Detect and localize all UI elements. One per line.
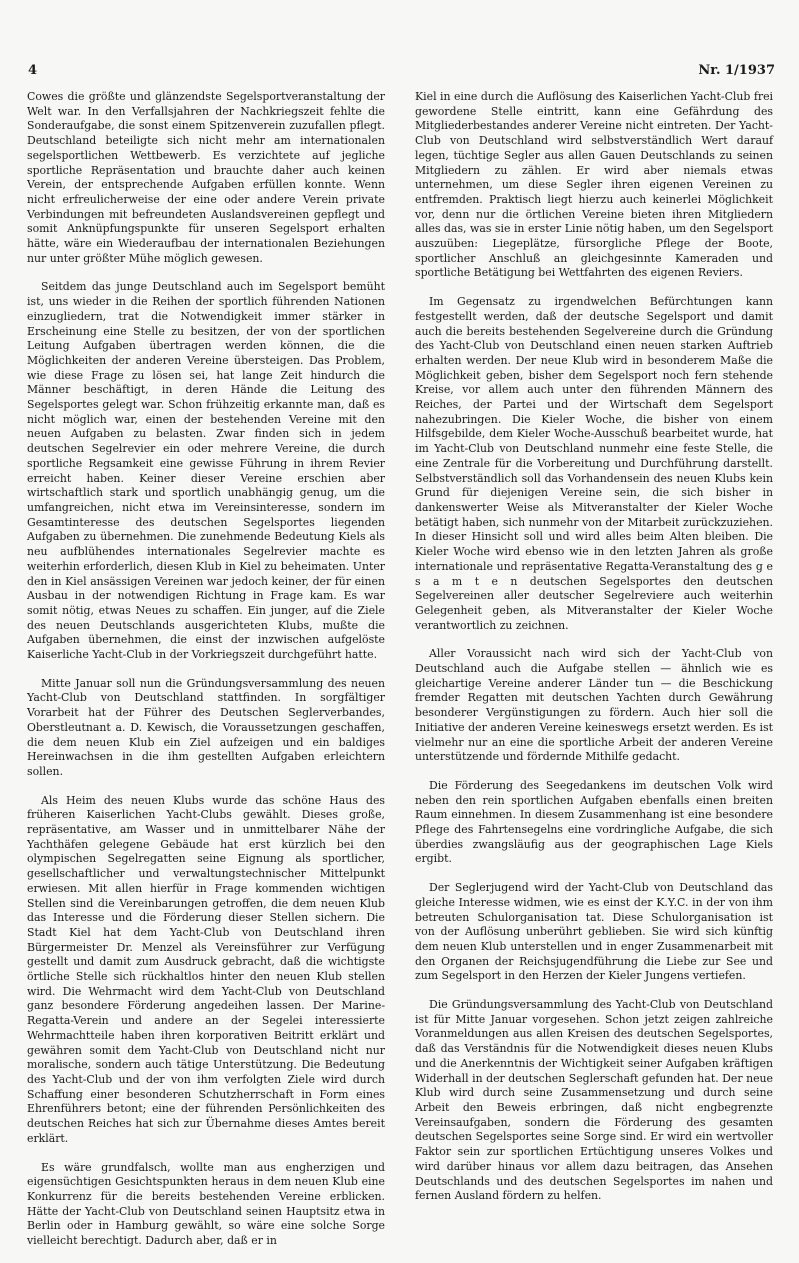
paragraph: Im Gegensatz zu irgendwelchen Befürchtungen kann festgestellt werden, daß der deutsche Segelsport und damit auch die bereits bestehenden Segelvereine durch die Gründung des Yacht-Club von Deutschland einen neuen starken Auftrieb erhalten werden. Der neue Klub wird in besonderem Maße die Möglichkeit geben, bisher dem Segelsport noch fern stehende Kreise, vor allem auch unter den führenden Männern des Reiches, der Partei und der Wirtschaft dem Segelsport nahezubringen. Die Kieler Woche, die bisher von einem Hilfsgebilde, dem Kieler Woche-Ausschuß bearbeitet wurde, hat im Yacht-Club von Deutschland nunmehr eine feste Stelle, die eine Zentrale für die Vorbereitung und Durchführung darstellt. Selbstverständlich soll das Vorhandensein des neuen Klubs kein Grund für diejenigen Vereine sein, die sich bisher in dankenswerter Weise als Mitveranstalter der Kieler Woche betätigt haben, sich nunmehr von der Mitarbeit zurückzuziehen. In dieser Hinsicht soll und wird alles beim Alten bleiben. Die Kieler Woche wird ebenso wie in den letzten Jahren als große internationale und repräsentative Regatta-Veranstaltung des g e s a m t e n deutschen Segelsportes den deutschen Segelvereinen aller deutscher Segelreviere auch weiterhin Gelegenheit geben, als Mitveranstalter der Kieler Woche verantwortlich zu zeichnen. xyxy=(415,295,773,632)
right-column xyxy=(415,90,773,1218)
page-number: 4 xyxy=(28,63,38,78)
paragraph: Die Gründungsversammlung des Yacht-Club von Deutschland ist für Mitte Januar vorgesehen. Schon jetzt zeigen zahlreiche Voranmeldungen aus allen Kreisen des deutschen Segelsportes, daß das Verständnis für die Notwendigkeit dieses neuen Klubs und die Anerkenntnis der Wichtigkeit seiner Aufgaben kräftigen Widerhall in der deutschen Seglerschaft gefunden hat. Der neue Klub wird durch seine Zusammensetzung und durch seine Arbeit den Beweis erbringen, daß nicht engbegrenzte Vereinsaufgaben, sondern die Förderung des gesamten deutschen Segelsportes seine Sorge sind. Er wird ein wertvoller Faktor sein zur sportlichen Ertüchtigung unseres Volkes und wird darüber hinaus vor allem dazu beitragen, das Ansehen Deutschlands und des deutschen Segelsportes im nahen und fernen Ausland fördern zu helfen. xyxy=(415,998,773,1203)
paragraph: Die Förderung des Seegedankens im deutschen Volk wird neben den rein sportlichen Aufgaben ebenfalls einen breiten Raum einnehmen. In diesem Zusammenhang ist eine besondere Pflege des Fahrtensegelns eine vordringliche Aufgabe, die sich überdies zwangsläufig aus der geographischen Lage Kiels ergibt. xyxy=(415,778,773,866)
paragraph: Kiel in eine durch die Auflösung des Kaiserlichen Yacht-Club frei gewordene Stelle eintritt, kann eine Gefährdung des Mitgliederbestandes anderer Vereine nicht eintreten. Der Yacht-Club von Deutschland wird selbstverständlich Wert darauf legen, tüchtige Segler aus allen Gauen Deutschlands zu seinen Mitgliedern zu zählen. Er wird aber niemals etwas unternehmen, um diese Segler ihren eigenen Vereinen zu entfremden. Praktisch liegt hierzu auch keinerlei Möglichkeit vor, denn nur die örtlichen Vereine bieten ihren Mitgliedern alles das, was sie in erster Linie nötig haben, um den Segelsport auszuüben: Liegeplätze, fürsorgliche Pflege der Boote, sportlicher Anschluß an gleichgesinnte Kameraden und sportliche Betätigung bei Wettfahrten des eigenen Reviers. xyxy=(415,90,773,280)
paragraph: Es wäre grundfalsch, wollte man aus engherzigen und eigensüchtigen Gesichtspunkten heraus in dem neuen Klub eine Konkurrenz für die bereits bestehenden Vereine erblicken. Hätte der Yacht-Club von Deutschland seinen Hauptsitz etwa in Berlin oder in Hamburg gewählt, so wäre eine solche Sorge vielleicht berechtigt. Dadurch aber, daß er in xyxy=(27,1160,385,1248)
paragraph: Als Heim des neuen Klubs wurde das schöne Haus des früheren Kaiserlichen Yacht-Clubs gewählt. Dieses große, repräsentative, am Wasser und in unmittelbarer Nähe der Yachthäfen gelegene Gebäude hat erst kürzlich bei den olympischen Segelregatten seine Eignung als sportlicher, gesellschaftlicher und verwaltungstechnischer Mittelpunkt erwiesen. Mit allen hierfür in Frage kommenden wichtigen Stellen sind die Vereinbarungen getroffen, die dem neuen Klub das Interesse und die Förderung dieser Stellen sichern. Die Stadt Kiel hat dem Yacht-Club von Deutschland ihren Bürgermeister Dr. Menzel als Vereinsführer zur Verfügung gestellt und damit zum Ausdruck gebracht, daß die wichtigste örtliche Stelle sich rückhaltlos hinter den neuen Klub stellen wird. Die Wehrmacht wird dem Yacht-Club von Deutschland ganz besondere Förderung angedeihen lassen. Der Marine-Regatta-Verein und andere an der Segelei interessierte Wehrmachtteile haben ihren korporativen Beitritt erklärt und gewähren somit dem Yacht-Club von Deutschland nicht nur moralische, sondern auch tätige Unterstützung. Die Bedeutung des Yacht-Club und der von ihm verfolgten Ziele wird durch Schaffung einer besonderen Schutzherrschaft in Form eines Ehrenführers betont; eine der führenden Persönlichkeiten des deutschen Reiches hat sich zur Übernahme dieses Amtes bereit erklärt. xyxy=(27,793,385,1145)
left-column xyxy=(27,90,385,1263)
paragraph: Mitte Januar soll nun die Gründungsversammlung des neuen Yacht-Club von Deutschland stattfinden. In sorgfältiger Vorarbeit hat der Führer des Deutschen Seglerverbandes, Oberstleutnant a. D. Kewisch, die Voraussetzungen geschaffen, die dem neuen Klub ein Ziel aufzeigen und ein baldiges Hereinwachsen in die ihm gestellten Aufgaben erleichtern sollen. xyxy=(27,676,385,778)
paragraph: Der Seglerjugend wird der Yacht-Club von Deutschland das gleiche Interesse widmen, wie es einst der K.Y.C. in der von ihm betreuten Schulorganisation tat. Diese Schulorganisation ist von der Auflösung unberührt geblieben. Sie wird sich künftig dem neuen Klub unterstellen und in enger Zusammenarbeit mit den Organen der Reichsjugendführung die Liebe zur See und zum Segelsport in den Herzen der Kieler Jungens vertiefen. xyxy=(415,881,773,983)
issue-number: Nr. 1/1937 xyxy=(698,63,775,78)
paragraph: Cowes die größte und glänzendste Segelsportveranstaltung der Welt war. In den Verfallsjahren der Nachkriegszeit fehlte die Sonderaufgabe, die sonst einem Spitzenverein zuzufallen pflegt. Deutschland beteiligte sich nicht mehr am internationalen segelsportlichen Wettbewerb. Es verzichtete auf jegliche sportliche Repräsentation und brauchte daher auch keinen Verein, der entsprechende Aufgaben erfüllen konnte. Wenn nicht erfreulicherweise der eine oder andere Verein private Verbindungen mit befreundeten Auslandsvereinen gepflegt und somit Anknüpfungspunkte für unseren Segelsport erhalten hätte, wäre ein Wiederaufbau der internationalen Beziehungen nur unter größter Mühe möglich gewesen. xyxy=(27,90,385,265)
paragraph: Aller Voraussicht nach wird sich der Yacht-Club von Deutschland auch die Aufgabe stellen — ähnlich wie es gleichartige Vereine anderer Länder tun — die Beschickung fremder Regatten mit deutschen Yachten durch Gewährung besonderer Vergünstigungen zu fördern. Auch hier soll die Initiative der anderen Vereine keineswegs ersetzt werden. Es ist vielmehr nur an eine die sportliche Arbeit der anderen Vereine unterstützende und fördernde Mithilfe gedacht. xyxy=(415,647,773,764)
paragraph: Seitdem das junge Deutschland auch im Segelsport bemüht ist, uns wieder in die Reihen der sportlich führenden Nationen einzugliedern, trat die Notwendigkeit immer stärker in Erscheinung eine Stelle zu besitzen, der von der sportlichen Leitung Aufgaben übertragen werden können, die die Möglichkeiten der anderen Vereine übersteigen. Das Problem, wie diese Frage zu lösen sei, hat lange Zeit hindurch die Männer beschäftigt, in deren Hände die Leitung des Segelsportes gelegt war. Schon frühzeitig erkannte man, daß es nicht möglich war, einen der bestehenden Vereine mit den neuen Aufgaben zu belasten. Zwar finden sich in jedem deutschen Segelrevier ein oder mehrere Vereine, die durch sportliche Regsamkeit eine gewisse Führung in ihrem Revier erreicht haben. Keiner dieser Vereine erschien aber wirtschaftlich stark und sportlich unabhängig genug, um die umfangreichen, nicht etwa im Vereinsinteresse, sondern im Gesamtinteresse des deutschen Segelsportes liegenden Aufgaben zu übernehmen. Die zunehmende Bedeutung Kiels als neu aufblühendes internationales Segelrevier machte es weiterhin erforderlich, diesen Klub in Kiel zu beheimaten. Unter den in Kiel ansässigen Vereinen war jedoch keiner, der für einen Ausbau in der notwendigen Richtung in Frage kam. Es war somit nötig, etwas Neues zu schaffen. Ein junger, auf die Ziele des neuen Deutschlands ausgerichteten Klubs, mußte die Aufgaben übernehmen, die einst der inzwischen aufgelöste Kaiserliche Yacht-Club in der Vorkriegszeit durchgeführt hatte. xyxy=(27,280,385,662)
